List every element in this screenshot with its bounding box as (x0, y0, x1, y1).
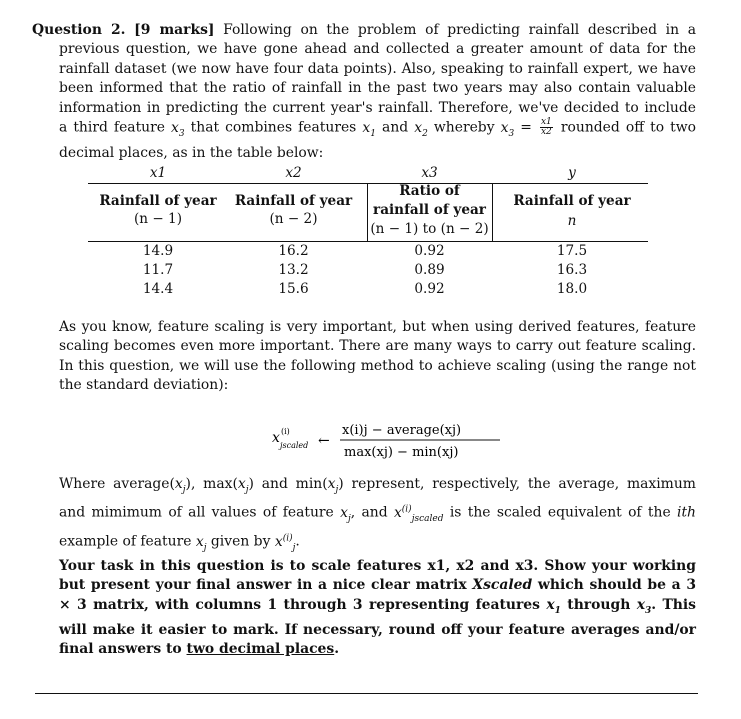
question-intro-a: Following on the problem of predicting rainfall described in a previous question, we have gone ahead and collected a greater amount of data for the rainfall dataset (we now have four data points). Also, speaking to rainfall expert, we have been informed that the ratio of rainfall in the past two years may also contain valuable information in predicting the current year's rainfall. Therefore, we've decided to include a third feature (59, 22, 696, 136)
equation-denominator: max(xj) − min(xj) (344, 445, 459, 460)
cell-r2-y: 16.3 (556, 262, 588, 278)
question-marks: [9 marks] (134, 22, 215, 38)
var-header-y: y (568, 165, 576, 181)
cell-r3-x3: 0.92 (414, 281, 445, 297)
header-x2-line2: (n − 2) (269, 211, 318, 227)
symbol-x-jscaled: $x^{(i)}_{jscaled}$ (393, 504, 444, 524)
var-header-x1: x1 (149, 165, 167, 181)
task-features: x1, x2 (427, 558, 475, 574)
feature-scaling-paragraph: As you know, feature scaling is very important, but when using derived features, feature scaling becomes even more important. There are many ways to carry out feature scaling. In this question, we will use the following method to achieve scaling (using the range not the standard deviation): (59, 319, 696, 394)
var-header-x2: x2 (285, 165, 302, 181)
two-decimal-places: two decimal places (186, 641, 335, 658)
symbol-x3-def: $x_3$ (500, 119, 515, 139)
footer-rule (35, 693, 698, 694)
equation-numerator: x(i)j − average(xj) (342, 423, 462, 438)
cell-r1-x3: 0.92 (414, 243, 445, 259)
header-x3-line1: Ratio of (399, 183, 460, 199)
scaling-equation (272, 412, 502, 464)
cell-r1-x1: 14.9 (142, 243, 174, 259)
cell-r2-x3: 0.89 (414, 262, 445, 278)
ratio-fraction: $\frac{x1}{x2}$ (540, 117, 552, 138)
header-x2-line1: Rainfall of year (234, 193, 353, 209)
cell-r3-y: 18.0 (556, 281, 588, 297)
question-intro-e: rounded off to two decimal places, as in the table below: (59, 119, 696, 161)
cell-r2-x1: 11.7 (142, 262, 174, 278)
cell-r2-x2: 13.2 (278, 262, 309, 278)
symbol-x3: $x_3$ (171, 119, 185, 139)
header-x3-line3: (n − 1) to (n − 2) (370, 221, 489, 237)
header-y-line1: Rainfall of year (513, 193, 631, 209)
header-x1-line1: Rainfall of year (99, 193, 217, 209)
symbol-x2: $x_2$ (414, 119, 428, 139)
question-intro-c: and (375, 119, 415, 136)
matrix-x-scaled: Xscaled (472, 577, 533, 594)
question-intro-b: that combines features (184, 119, 363, 136)
equation-lhs-sup: (i) (281, 427, 290, 436)
equation-arrow: ← (318, 433, 330, 449)
cell-r1-x2: 16.2 (278, 243, 309, 259)
definitions-paragraph: Where $average(x_j)$, $\max(x_j)$ and $\min(x_j)$ represent, respectively, the average, maximum and mimimum of all values of feature $x_j$, and $x^{(i)}_{jscaled}$ is the scaled equivalent of the ith example of feature $x_j$ given by $x^{(i)}_j$. (59, 476, 696, 553)
equation-lhs-sub: jscaled (280, 441, 309, 450)
symbol-xj: $x_j$ (174, 476, 186, 495)
question-paragraph (32, 21, 696, 163)
equation-lhs: x (272, 430, 280, 446)
task-paragraph: Your task in this question is to scale features x1, x2 and x3. Show your working but present your final answer in a nice clear matrix Xscaled which should be a 3 × 3 matrix, with columns 1 through 3 representing features $x_1$ through $x_3$. This will make it easier to mark. If necessary, round off your feature averages and/or final answers to two decimal places. (59, 558, 697, 658)
table-right-vrule (492, 183, 493, 241)
table-left-vrule (367, 183, 368, 241)
cell-r3-x1: 14.4 (142, 281, 174, 297)
cell-r3-x2: 15.6 (278, 281, 309, 297)
table-header-rule (88, 241, 648, 242)
header-x1-line2: (n − 1) (133, 211, 183, 227)
header-x3-line2: rainfall of year (373, 202, 486, 218)
question-label: Question 2. (32, 22, 126, 38)
question-intro-d: whereby (427, 119, 501, 136)
symbol-x1: $x_1$ (362, 119, 376, 139)
var-header-x3: x3 (421, 165, 438, 181)
header-y-line2: n (567, 213, 577, 229)
equals-sign: = (520, 119, 532, 136)
cell-r1-y: 17.5 (556, 243, 588, 259)
